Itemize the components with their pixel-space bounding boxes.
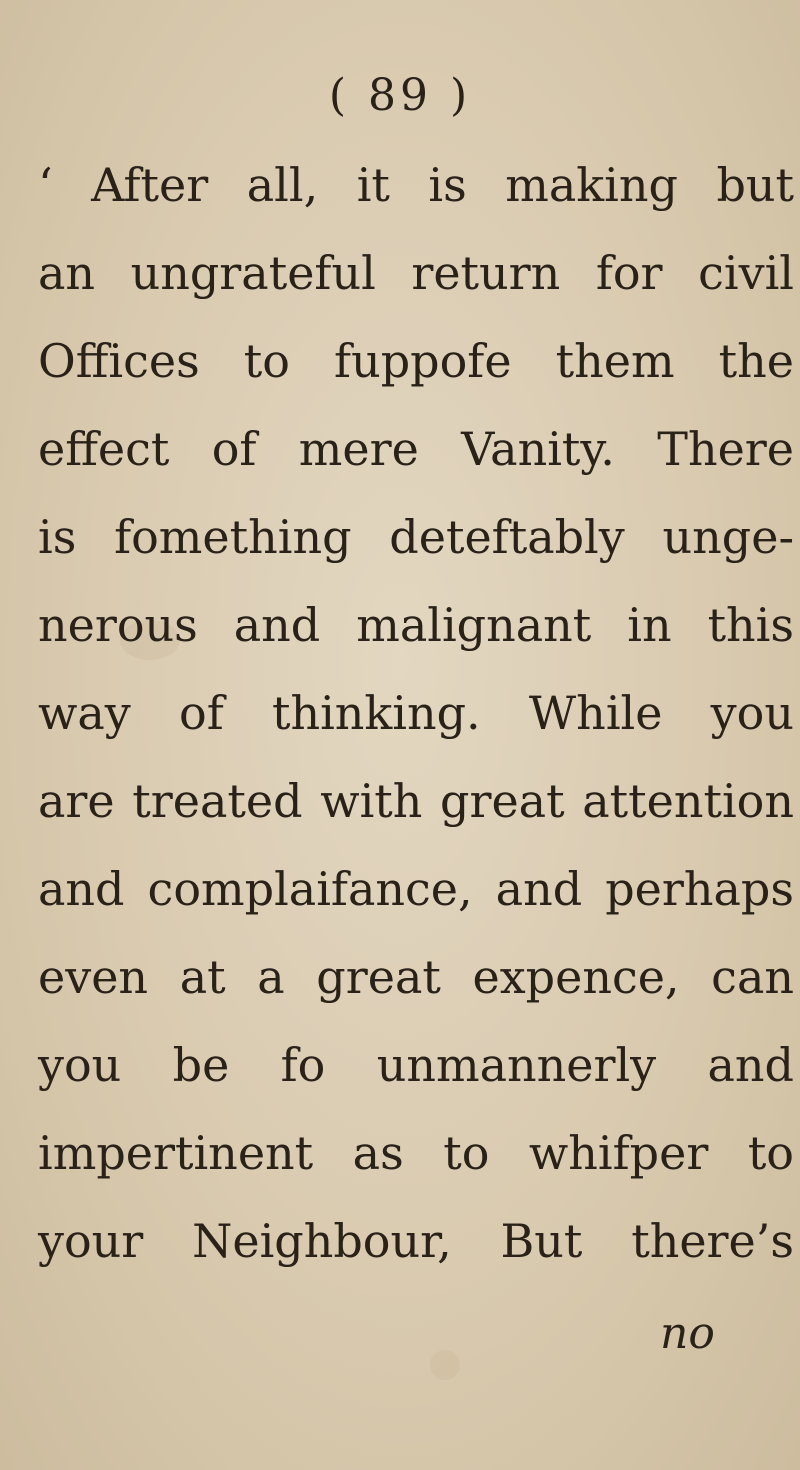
text-line: your Neighbour, But there’s [38,1214,794,1268]
text-line: an ungrateful return for civil [38,246,794,300]
text-line: ‘ After all, it is making but [38,158,794,212]
paper-stain [430,1350,460,1380]
text-line: you be fo unmannerly and [38,1038,794,1092]
text-line: nerous and malignant in this [38,598,794,652]
page-number: ( 89 ) [328,70,472,121]
text-line: is fomething deteftably unge- [38,510,794,564]
text-line: way of thinking. While you [38,686,794,740]
text-line: even at a great expence, can [38,950,794,1004]
text-line: Offices to fuppofe them the [38,334,794,388]
text-line: effect of mere Vanity. There [38,422,794,476]
text-line: are treated with great attention [38,774,794,828]
text-line: and complaifance, and perhaps [38,862,794,916]
catchword: no [660,1308,715,1359]
text-line: impertinent as to whifper to [38,1126,794,1180]
